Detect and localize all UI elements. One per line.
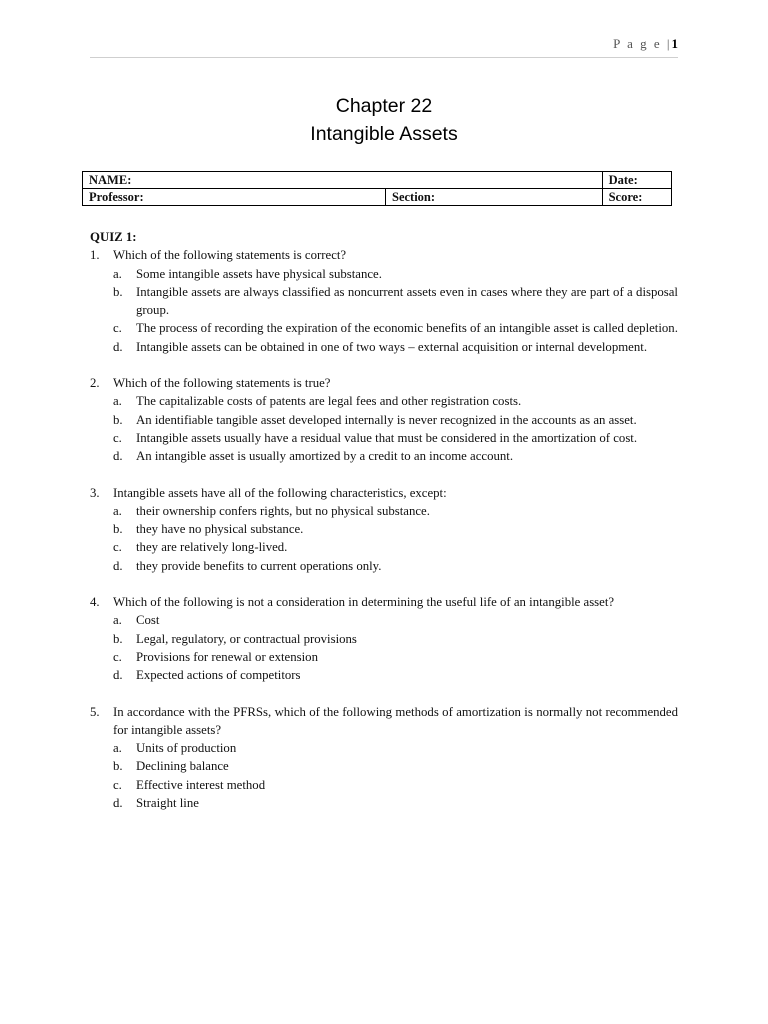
question-row xyxy=(90,246,678,264)
question-number: 4. xyxy=(90,595,100,610)
section-field: Section: xyxy=(386,189,603,206)
option-letter: a. xyxy=(113,613,122,628)
date-field: Date: xyxy=(602,172,671,189)
option-text: An identifiable tangible asset developed internally is never recognized in the accounts as an asset. xyxy=(136,412,637,427)
question-text: Which of the following statements is true? xyxy=(113,376,331,391)
answer-option xyxy=(90,265,678,283)
answer-option xyxy=(90,319,678,337)
option-text: they are relatively long-lived. xyxy=(136,540,288,555)
info-row-name xyxy=(83,172,672,189)
question-text: Which of the following is not a consideration in determining the useful life of an intangible asset? xyxy=(113,595,615,610)
question-text: Which of the following statements is correct? xyxy=(113,248,347,263)
answer-option xyxy=(90,739,678,757)
option-letter: c. xyxy=(113,430,122,445)
option-letter: d. xyxy=(113,558,123,573)
answer-option xyxy=(90,538,678,556)
professor-field: Professor: xyxy=(83,189,386,206)
question-text: In accordance with the PFRSs, which of the following methods of amortization is normally not recommended for intangible assets? xyxy=(113,704,678,737)
student-info-table xyxy=(82,171,672,206)
option-text: Straight line xyxy=(136,796,199,811)
answer-option xyxy=(90,447,678,465)
option-text: Intangible assets are always classified as noncurrent assets even in cases where they are part of a disposal group. xyxy=(136,284,678,318)
question-number: 2. xyxy=(90,376,100,391)
option-letter: b. xyxy=(113,759,123,774)
option-text: Declining balance xyxy=(136,759,229,774)
header-divider xyxy=(90,57,678,58)
score-field: Score: xyxy=(602,189,671,206)
option-text: Cost xyxy=(136,613,160,628)
question-number: 1. xyxy=(90,248,100,263)
option-text: their ownership confers rights, but no physical substance. xyxy=(136,503,430,518)
answer-option xyxy=(90,557,678,575)
option-text: Provisions for renewal or extension xyxy=(136,649,318,664)
name-field: NAME: xyxy=(83,172,603,189)
answer-option xyxy=(90,283,678,320)
answer-option xyxy=(90,630,678,648)
answer-option xyxy=(90,794,678,812)
question-item xyxy=(90,593,678,684)
question-item xyxy=(90,484,678,575)
info-row-professor xyxy=(83,189,672,206)
question-list xyxy=(90,246,678,812)
option-text: The capitalizable costs of patents are legal fees and other registration costs. xyxy=(136,394,522,409)
option-letter: a. xyxy=(113,266,122,281)
option-text: Intangible assets usually have a residual value that must be considered in the amortization of cost. xyxy=(136,430,638,445)
answer-option xyxy=(90,776,678,794)
option-letter: d. xyxy=(113,339,123,354)
question-number: 3. xyxy=(90,485,100,500)
option-letter: a. xyxy=(113,394,122,409)
option-text: Expected actions of competitors xyxy=(136,668,301,683)
question-item xyxy=(90,374,678,465)
chapter-title: Chapter 22 xyxy=(335,95,433,117)
answer-option xyxy=(90,520,678,538)
option-text: they have no physical substance. xyxy=(136,522,304,537)
option-letter: d. xyxy=(113,668,123,683)
option-letter: c. xyxy=(113,540,122,555)
option-text: The process of recording the expiration of the economic benefits of an intangible asset is called depletion. xyxy=(136,321,678,336)
question-number: 5. xyxy=(90,704,100,719)
option-text: Units of production xyxy=(136,741,237,756)
option-letter: d. xyxy=(113,449,123,464)
question-row xyxy=(90,703,678,740)
question-item xyxy=(90,703,678,813)
page-header xyxy=(90,36,678,52)
option-letter: d. xyxy=(113,796,123,811)
option-text: An intangible asset is usually amortized by a credit to an income account. xyxy=(136,449,514,464)
option-letter: c. xyxy=(113,777,122,792)
option-text: Some intangible assets have physical substance. xyxy=(136,266,382,281)
quiz-label: QUIZ 1: xyxy=(90,230,137,244)
quiz-content xyxy=(90,228,678,830)
question-item xyxy=(90,246,678,356)
question-row xyxy=(90,374,678,392)
option-letter: b. xyxy=(113,522,123,537)
option-text: Intangible assets can be obtained in one of two ways – external acquisition or internal development. xyxy=(136,339,648,354)
answer-option xyxy=(90,757,678,775)
option-letter: c. xyxy=(113,649,122,664)
answer-option xyxy=(90,429,678,447)
answer-option xyxy=(90,338,678,356)
option-letter: b. xyxy=(113,284,123,299)
answer-option xyxy=(90,411,678,429)
answer-option xyxy=(90,611,678,629)
option-text: Legal, regulatory, or contractual provisions xyxy=(136,631,357,646)
question-text: Intangible assets have all of the following characteristics, except: xyxy=(113,485,447,500)
option-letter: c. xyxy=(113,321,122,336)
question-row xyxy=(90,593,678,611)
question-row xyxy=(90,484,678,502)
chapter-subtitle: Intangible Assets xyxy=(310,123,458,145)
answer-option xyxy=(90,648,678,666)
answer-option xyxy=(90,502,678,520)
page-label: P a g e | xyxy=(613,36,672,51)
option-letter: a. xyxy=(113,741,122,756)
option-letter: b. xyxy=(113,412,123,427)
option-text: Effective interest method xyxy=(136,777,266,792)
title-block xyxy=(0,92,768,148)
option-letter: b. xyxy=(113,631,123,646)
answer-option xyxy=(90,666,678,684)
answer-option xyxy=(90,392,678,410)
option-text: they provide benefits to current operations only. xyxy=(136,558,382,573)
option-letter: a. xyxy=(113,503,122,518)
page-number: 1 xyxy=(671,36,678,51)
